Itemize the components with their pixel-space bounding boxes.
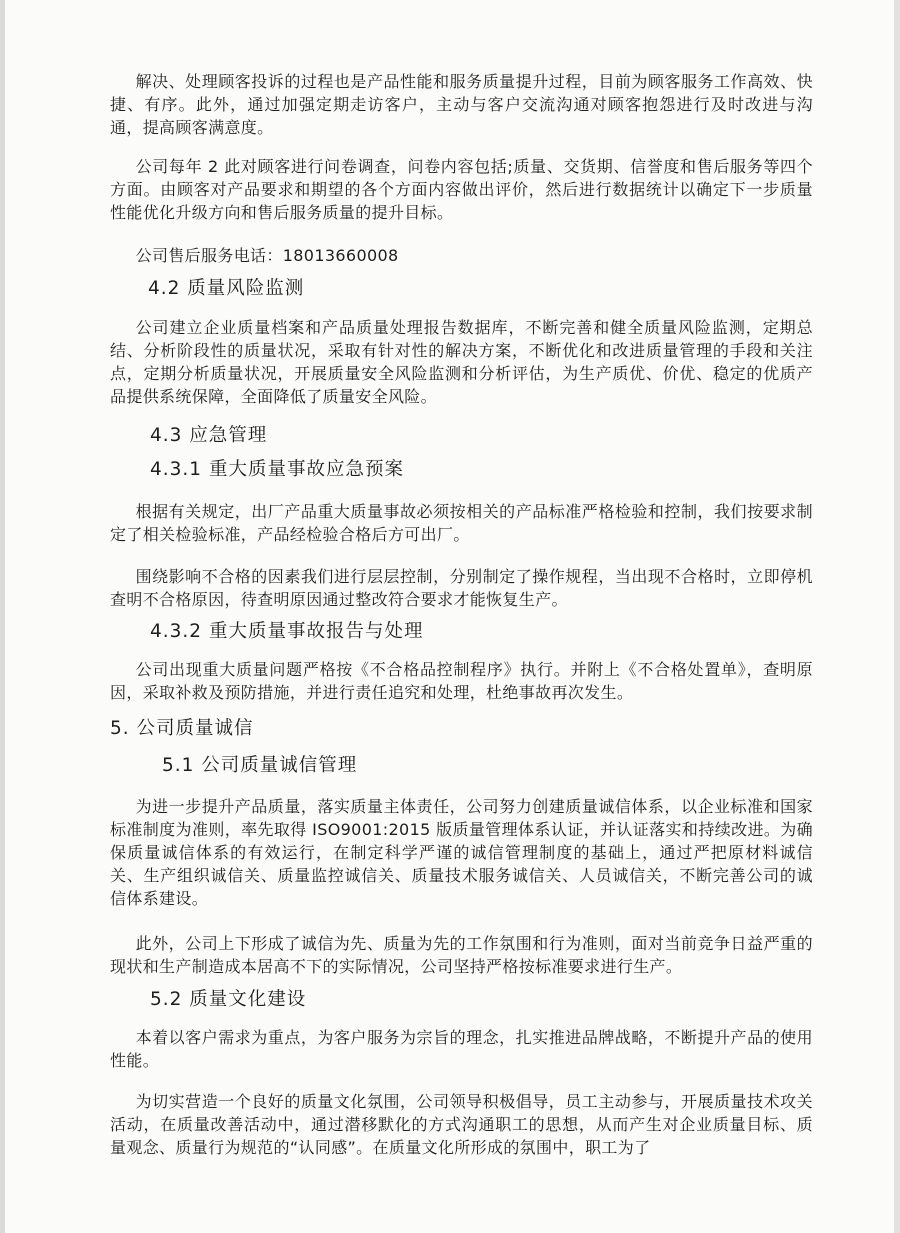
paragraph-service-phone: 公司售后服务电话：18013660008 xyxy=(135,246,399,265)
heading-4-3: 4.3 应急管理 xyxy=(150,425,268,446)
scan-edge-right xyxy=(894,0,900,1233)
paragraph-5-1-a: 为进一步提升产品质量，落实质量主体责任，公司努力创建质量诚信体系，以企业标准和国家标准制度为准则，率先取得 ISO9001:2015 版质量管理体系认证，并认证落实和持续改进。为确保质量诚信体系的有效运行，在制定科学严谨的诚信管理制度的基础上，通过严把原材料诚信关、生产组织诚信关、质量监控诚信关、质量技术服务诚信关、人员诚信关，不断完善公司的诚信体系建设。 xyxy=(110,797,813,908)
paragraph-5-2-a: 本着以客户需求为重点，为客户服务为宗旨的理念，扎实推进品牌战略，不断提升产品的使用性能。 xyxy=(110,1028,813,1070)
paragraph-4-3-1-b: 围绕影响不合格的因素我们进行层层控制，分别制定了操作规程，当出现不合格时，立即停机查明不合格原因，待查明原因通过整改符合要求才能恢复生产。 xyxy=(110,567,813,609)
heading-4-2: 4.2 质量风险监测 xyxy=(148,278,305,299)
paragraph-5-2-b: 为切实营造一个良好的质量文化氛围，公司领导积极倡导，员工主动参与，开展质量技术攻关活动，在质量改善活动中，通过潜移默化的方式沟通职工的思想，从而产生对企业质量目标、质量观念、质量行为规范的“认同感”。在质量文化所形成的氛围中，职工为了 xyxy=(110,1092,813,1157)
paragraph-4-3-1-a: 根据有关规定，出厂产品重大质量事故必须按相关的产品标准严格检验和控制，我们按要求制定了相关检验标准，产品经检验合格后方可出厂。 xyxy=(110,502,813,544)
paragraph-4-2: 公司建立企业质量档案和产品质量处理报告数据库，不断完善和健全质量风险监测，定期总结、分析阶段性的质量状况，采取有针对性的解决方案，不断优化和改进质量管理的手段和关注点，定期分析质量状况，开展质量安全风险监测和分析评估，为生产质优、价优、稳定的优质产品提供系统保障，全面降低了质量安全风险。 xyxy=(110,318,813,406)
heading-4-3-1: 4.3.1 重大质量事故应急预案 xyxy=(150,459,404,480)
heading-5-1: 5.1 公司质量诚信管理 xyxy=(162,755,358,776)
heading-5: 5. 公司质量诚信 xyxy=(110,718,254,739)
paragraph-4-3-2: 公司出现重大质量问题严格按《不合格品控制程序》执行。并附上《不合格处置单》，查明原因，采取补救及预防措施，并进行责任追究和处理，杜绝事故再次发生。 xyxy=(110,660,813,702)
heading-4-3-2: 4.3.2 重大质量事故报告与处理 xyxy=(150,621,424,642)
scan-edge-left xyxy=(0,0,5,1233)
heading-5-2: 5.2 质量文化建设 xyxy=(150,989,307,1010)
paragraph-customer-survey: 公司每年 2 此对顾客进行问卷调查，问卷内容包括;质量、交货期、信誉度和售后服务等四个方面。由顾客对产品要求和期望的各个方面内容做出评价，然后进行数据统计以确定下一步质量性能优化升级方向和售后服务质量的提升目标。 xyxy=(110,157,813,222)
paragraph-complaint-handling: 解决、处理顾客投诉的过程也是产品性能和服务质量提升过程，目前为顾客服务工作高效、快捷、有序。此外，通过加强定期走访客户，主动与客户交流沟通对顾客抱怨进行及时改进与沟通，提高顾客满意度。 xyxy=(110,72,813,137)
paragraph-5-1-b: 此外，公司上下形成了诚信为先、质量为先的工作氛围和行为准则，面对当前竞争日益严重的现状和生产制造成本居高不下的实际情况，公司坚持严格按标准要求进行生产。 xyxy=(110,934,813,976)
